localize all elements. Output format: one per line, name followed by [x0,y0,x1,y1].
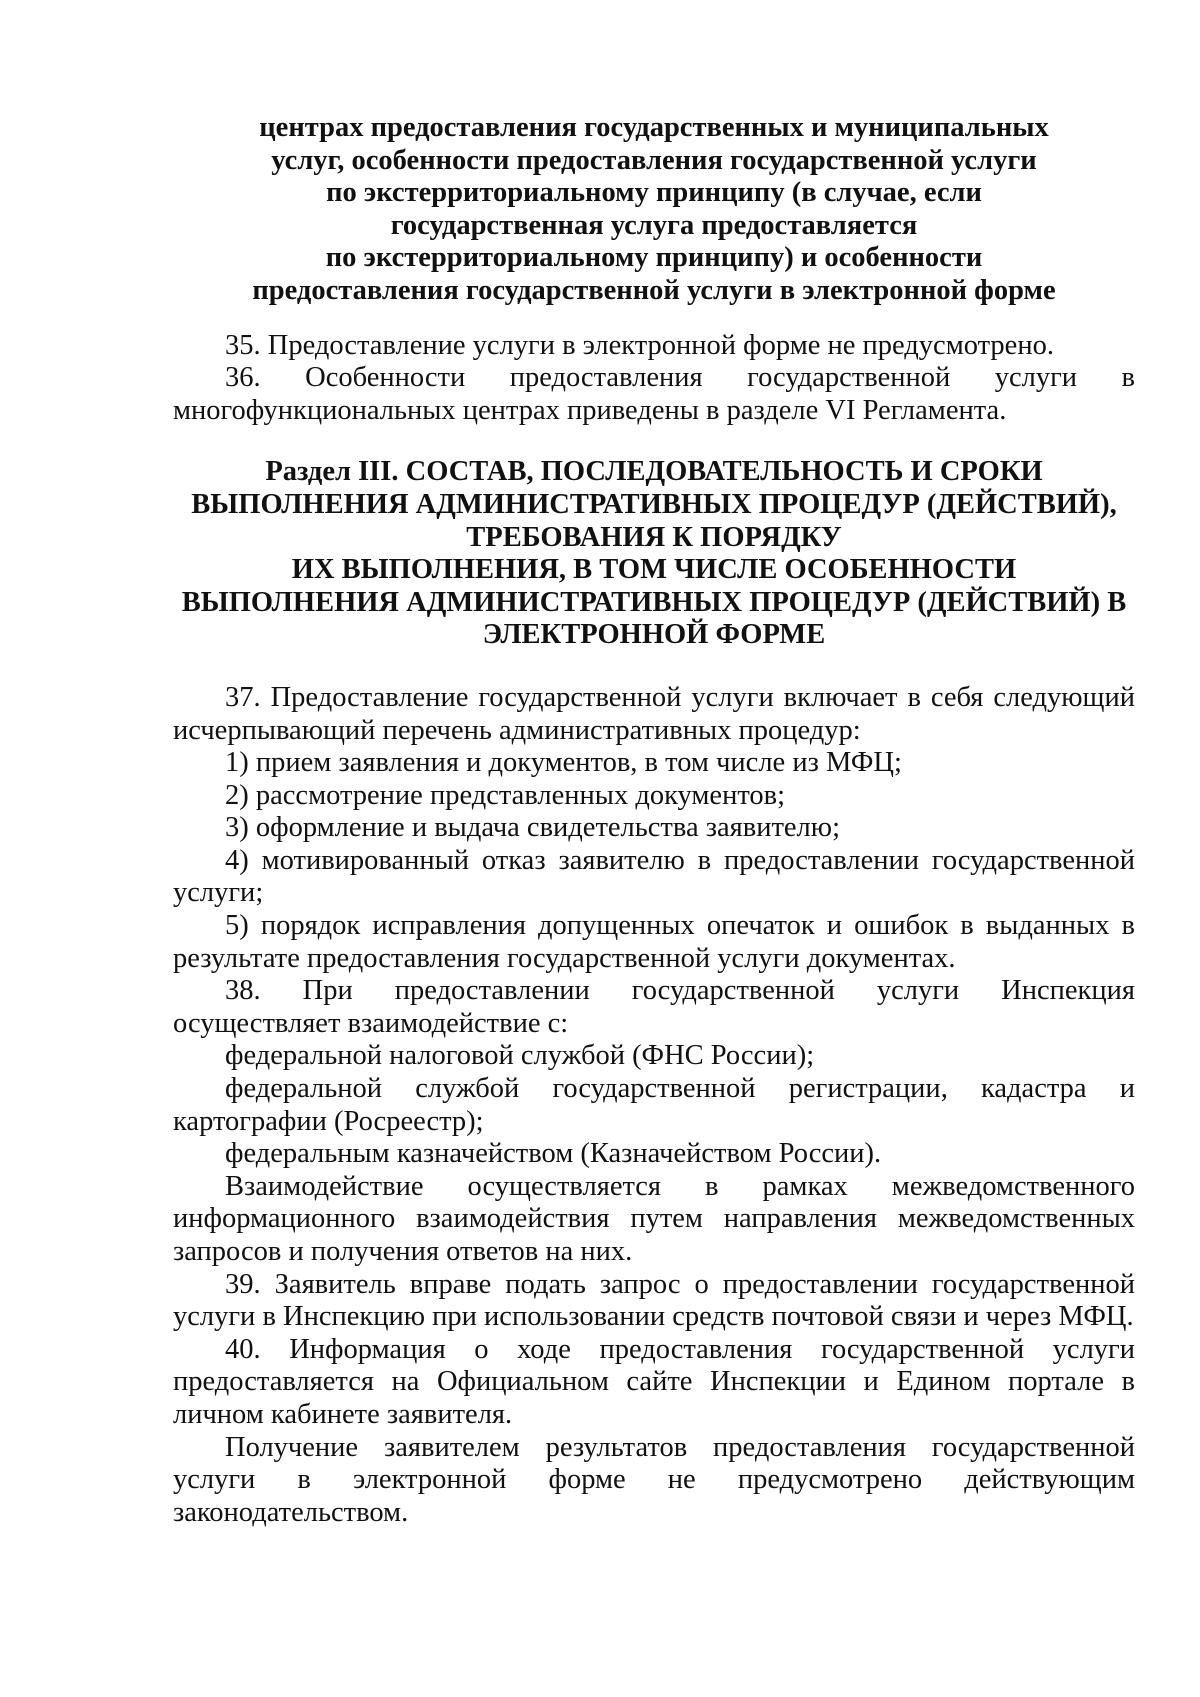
heading-line: государственная услуга предоставляется [390,209,918,241]
list-item: 3) оформление и выдача свидетельства заявителю; [225,812,840,844]
paragraph-40: 40. Информация о ходе предоставления государственной услуги предоставляется на Официальном сайте Инспекции и Едином портале в личном кабинете заявителя. [173,1333,1135,1430]
paragraph-37: 37. Предоставление государственной услуги включает в себя следующий исчерпывающий перечень административных процедур: [173,681,1135,746]
heading-line: предоставления государственной услуги в электронной форме [252,274,1056,306]
paragraph: Взаимодействие осуществляется в рамках межведомственного информационного взаимодействия путем направления межведомственных запросов и получения ответов на них. [173,1170,1135,1267]
heading-line: по экстерриториальному принципу (в случае, если [326,177,982,209]
heading-line: ВЫПОЛНЕНИЯ АДМИНИСТРАТИВНЫХ ПРОЦЕДУР (ДЕЙСТВИЙ) В [181,586,1127,618]
heading-line: по экстерриториальному принципу) и особенности [325,242,983,274]
section-heading [173,456,1135,652]
document-page [173,112,1135,1529]
paragraph-39: 39. Заявитель вправе подать запрос о предоставлении государственной услуги в Инспекцию при использовании средств почтовой связи и через МФЦ. [173,1268,1135,1333]
paragraph-35: 35. Предоставление услуги в электронной форме не предусмотрено. [225,329,1054,361]
list-item: 4) мотивированный отказ заявителю в предоставлении государственной услуги; [173,844,1135,909]
list-item: 2) рассмотрение представленных документов; [225,779,786,811]
list-item: федеральной службой государственной регистрации, кадастра и картографии (Росреестр); [173,1073,1135,1137]
heading-line: ИХ ВЫПОЛНЕНИЯ, В ТОМ ЧИСЛЕ ОСОБЕННОСТИ [291,554,1017,586]
list-item: федеральной налоговой службой (ФНС России); [225,1040,815,1072]
paragraph-38: 38. При предоставлении государственной услуги Инспекция осуществляет взаимодействие с: [173,975,1135,1039]
heading-line: ТРЕБОВАНИЯ К ПОРЯДКУ [466,521,842,553]
subsection-heading [173,112,1135,308]
paragraph: Получение заявителем результатов предоставления государственной услуги в электронной форме не предусмотрено действующим законодательством. [173,1431,1135,1528]
list-item: федеральным казначейством (Казначейством России). [225,1138,882,1170]
heading-line: ЭЛЕКТРОННОЙ ФОРМЕ [482,619,826,651]
heading-line: ВЫПОЛНЕНИЯ АДМИНИСТРАТИВНЫХ ПРОЦЕДУР (ДЕЙСТВИЙ), [191,488,1117,520]
heading-line: центрах предоставления государственных и муниципальных [259,112,1049,143]
list-item: 5) порядок исправления допущенных опечаток и ошибок в выданных в результате предоставления государственной услуги документах. [173,910,1135,974]
list-item: 1) прием заявления и документов, в том числе из МФЦ; [225,747,902,779]
paragraph-36: 36. Особенности предоставления государственной услуги в многофункциональных центрах приведены в разделе VI Регламента. [173,362,1135,426]
heading-line: Раздел III. СОСТАВ, ПОСЛЕДОВАТЕЛЬНОСТЬ И СРОКИ [265,456,1043,488]
heading-line: услуг, особенности предоставления государственной услуги [271,144,1037,176]
